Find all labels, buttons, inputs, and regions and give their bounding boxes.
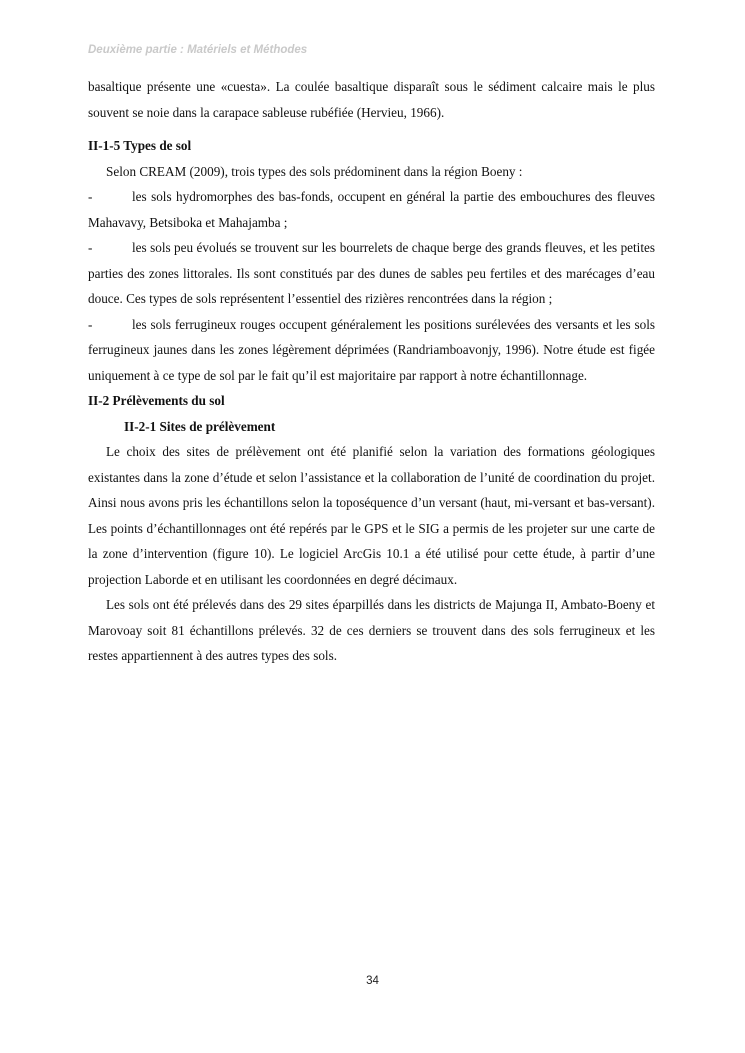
document-body <box>88 74 655 669</box>
bullet-dash: - <box>88 240 93 255</box>
intro-paragraph: basaltique présente une «cuesta». La coulée basaltique disparaît sous le sédiment calcaire mais le plus souvent se noie dans la carapace sableuse rubéfiée (Hervieu, 1966). <box>88 79 655 120</box>
sites-paragraph-1: Le choix des sites de prélèvement ont été planifié selon la variation des formations géologiques existantes dans la zone d’étude et selon l’assistance et la collaboration de l’unité de coordination du projet. Ainsi nous avons pris les échantillons selon la toposéquence d’un versant (haut, mi-versant et bas-versant). Les points d’échantillonnages ont été repérés par le GPS et le SIG a permis de les projeter sur une carte de la zone d’intervention (figure 10). Le logiciel ArcGis 10.1 a été utilisé pour cette étude, à partir d’une projection Laborde et en utilisant les coordonnées en degré décimaux. <box>88 444 655 587</box>
list-item <box>88 312 655 389</box>
sites-paragraph-2: Les sols ont été prélevés dans des 29 sites éparpillés dans les districts de Majunga II, Ambato-Boeny et Marovoay soit 81 échantillons prélevés. 32 de ces derniers se trouvent dans des sols ferrugineux et les restes appartiennent à des autres types des sols. <box>88 597 655 663</box>
list-item <box>88 235 655 312</box>
page-number: 34 <box>366 975 379 987</box>
bullet-text: les sols hydromorphes des bas-fonds, occupent en général la partie des embouchures des fleuves Mahavavy, Betsiboka et Mahajamba ; <box>88 189 655 230</box>
running-header: Deuxième partie : Matériels et Méthodes <box>88 44 308 56</box>
types-de-sol-intro: Selon CREAM (2009), trois types des sols prédominent dans la région Boeny : <box>106 163 523 179</box>
bullet-text: les sols ferrugineux rouges occupent généralement les positions surélevées des versants et les sols ferrugineux jaunes dans les zones légèrement déprimées (Randriamboavonjy, 1996). Notre étude est figée uniquement à ce type de sol par le fait qu’il est majoritaire par rapport à notre échantillonnage. <box>88 316 655 383</box>
bullet-text: les sols peu évolués se trouvent sur les bourrelets de chaque berge des grands fleuves, et les petites parties des zones littorales. Ils sont constitués par des dunes de sables peu fertiles et des marécages d’eau douce. Ces types de sols représentent l’essentiel des rizières rencontrées dans la région ; <box>88 240 655 306</box>
section-heading-types-de-sol: II-1-5 Types de sol <box>88 138 192 153</box>
list-item <box>88 184 655 235</box>
section-heading-prelevements: II-2 Prélèvements du sol <box>88 393 225 408</box>
subsection-heading-sites: II-2-1 Sites de prélèvement <box>124 418 276 434</box>
bullet-dash: - <box>88 189 93 204</box>
bullet-dash: - <box>88 316 93 332</box>
